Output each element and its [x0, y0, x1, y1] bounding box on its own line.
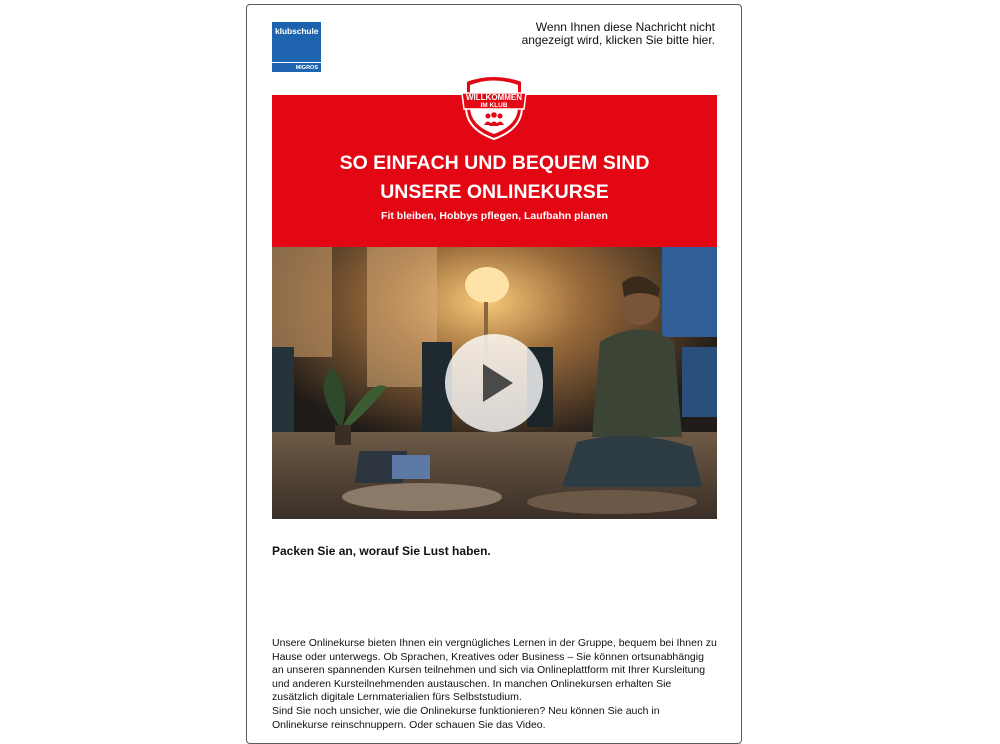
badge-text-line2: IM KLUB — [480, 102, 508, 109]
logo-wordmark: klubschule — [275, 26, 319, 36]
body-paragraph-2: Sind Sie noch unsicher, wie die Onlinekurse funktionieren? Neu können Sie auch in Onlinekurse reinschnuppern. Oder schauen Sie das Video. — [272, 704, 660, 731]
teaser-heading: Packen Sie an, worauf Sie Lust haben. — [272, 544, 491, 558]
headline-line2: UNSERE ONLINEKURSE — [380, 181, 609, 203]
hero-subline: Fit bleiben, Hobbys pflegen, Laufbahn planen — [381, 210, 608, 222]
hero-headline — [272, 149, 717, 207]
body-paragraph-1: Unsere Onlinekurse bieten Ihnen ein vergnügliches Lernen in der Gruppe, bequem bei Ihnen zu Hause oder unterwegs. Ob Sprachen, Kreatives oder Business – Sie können ortsunabhängig an unseren spannenden Kursen teilnehmen und sich via Onlineplattform mit Ihrer Kursleitung und anderen Kursteilnehmenden austauschen. In manchen Onlinekursen erhalten Sie zusätzlich digitale Lernmaterialien fürs Selbststudium. — [272, 637, 717, 704]
logo-subbrand: MIGROS — [272, 62, 321, 72]
email-container — [246, 4, 742, 744]
body-copy — [272, 637, 718, 732]
klubschule-logo[interactable] — [272, 22, 321, 72]
play-icon[interactable] — [445, 334, 543, 432]
view-in-browser-link[interactable]: Wenn Ihnen diese Nachricht nicht angezeigt wird, klicken Sie bitte hier. — [521, 20, 715, 47]
headline-line1: SO EINFACH UND BEQUEM SIND — [339, 152, 650, 174]
willkommen-badge-icon — [458, 73, 530, 141]
hero-banner — [272, 95, 717, 247]
video-thumbnail[interactable] — [272, 247, 717, 519]
badge-text-line1: WILLKOMMEN — [466, 93, 522, 102]
